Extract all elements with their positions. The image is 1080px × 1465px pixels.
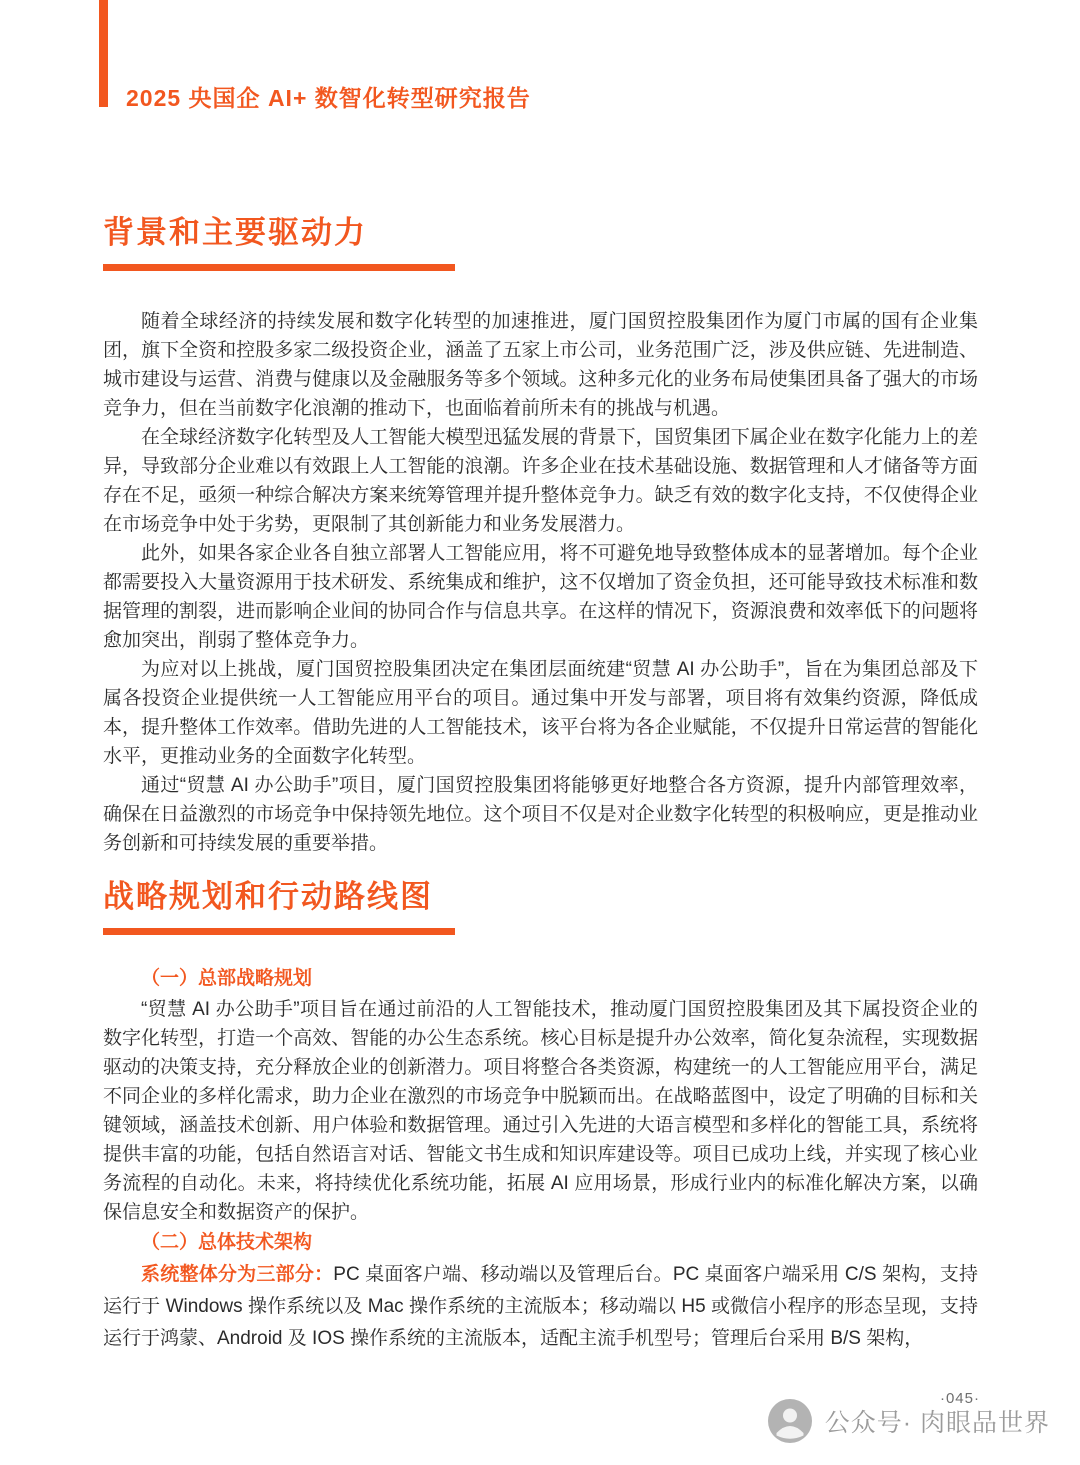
background-paragraph-5: 通过“贸慧 AI 办公助手”项目，厦门国贸控股集团将能够更好地整合各方资源，提升内部管理效率，确保在日益激烈的市场竞争中保持领先地位。这个项目不仅是对企业数字化转型的积极响应，更是推动业务创新和可持续发展的重要举措。 bbox=[103, 775, 978, 854]
subsection-heading-architecture: （二）总体技术架构 bbox=[141, 1232, 313, 1253]
background-paragraph-2: 在全球经济数字化转型及人工智能大模型迅猛发展的背景下，国贸集团下属企业在数字化能力上的差异，导致部分企业难以有效跟上人工智能的浪潮。许多企业在技术基础设施、数据管理和人才储备等方面存在不足，亟须一种综合解决方案来统筹管理并提升整体竞争力。缺乏有效的数字化支持，不仅使得企业在市场竞争中处于劣势，更限制了其创新能力和业务发展潜力。 bbox=[103, 427, 978, 535]
page-content bbox=[103, 0, 978, 1355]
watermark bbox=[767, 1398, 1050, 1444]
section-title-strategy: 战略规划和行动路线图 bbox=[103, 879, 433, 914]
section-title-underline bbox=[103, 264, 455, 271]
subsection-heading-hq-strategy: （一）总部战略规划 bbox=[141, 968, 313, 989]
official-account-icon bbox=[767, 1398, 813, 1444]
section-title-underline bbox=[103, 928, 455, 935]
background-paragraph-3: 此外，如果各家企业各自独立部署人工智能应用，将不可避免地导致整体成本的显著增加。每个企业都需要投入大量资源用于技术研发、系统集成和维护，这不仅增加了资金负担，还可能导致技术标准和数据管理的割裂，进而影响企业间的协同合作与信息共享。在这样的情况下，资源浪费和效率低下的问题将愈加突出，削弱了整体竞争力。 bbox=[103, 543, 978, 651]
architecture-paragraph bbox=[103, 1259, 978, 1355]
architecture-body-text: PC 桌面客户端、移动端以及管理后台。PC 桌面客户端采用 C/S 架构，支持运行于 Windows 操作系统以及 Mac 操作系统的主流版本；移动端以 H5 或微信小程序的形态呈现，支持运行于鸿蒙、Android 及 IOS 操作系统的主流版本，适配主流手机型号；管理后台采用 B/S 架构， bbox=[103, 1264, 978, 1349]
background-paragraph-1: 随着全球经济的持续发展和数字化转型的加速推进，厦门国贸控股集团作为厦门市属的国有企业集团，旗下全资和控股多家二级投资企业，涵盖了五家上市公司，业务范围广泛，涉及供应链、先进制造、城市建设与运营、消费与健康以及金融服务等多个领域。这种多元化的业务布局使集团具备了强大的市场竞争力，但在当前数字化浪潮的推动下，也面临着前所未有的挑战与机遇。 bbox=[103, 311, 978, 419]
watermark-text: 公众号· 肉眼品世界 bbox=[824, 1409, 1050, 1437]
architecture-lead-text: 系统整体分为三部分： bbox=[141, 1264, 334, 1285]
report-header-title: 2025 央国企 AI+ 数智化转型研究报告 bbox=[126, 85, 531, 111]
page-number: ·045· bbox=[939, 1390, 980, 1407]
section-title-background: 背景和主要驱动力 bbox=[103, 215, 367, 250]
background-paragraph-4: 为应对以上挑战，厦门国贸控股集团决定在集团层面统建“贸慧 AI 办公助手”，旨在为集团总部及下属各投资企业提供统一人工智能应用平台的项目。通过集中开发与部署，项目将有效集约资源，降低成本，提升整体工作效率。借助先进的人工智能技术，该平台将为各企业赋能，不仅提升日常运营的智能化水平，更推动业务的全面数字化转型。 bbox=[103, 659, 978, 767]
strategy-paragraph: “贸慧 AI 办公助手”项目旨在通过前沿的人工智能技术，推动厦门国贸控股集团及其下属投资企业的数字化转型，打造一个高效、智能的办公生态系统。核心目标是提升办公效率，简化复杂流程，实现数据驱动的决策支持，充分释放企业的创新潜力。项目将整合各类资源，构建统一的人工智能应用平台，满足不同企业的多样化需求，助力企业在激烈的市场竞争中脱颖而出。在战略蓝图中，设定了明确的目标和关键领域，涵盖技术创新、用户体验和数据管理。通过引入先进的大语言模型和多样化的智能工具，系统将提供丰富的功能，包括自然语言对话、智能文书生成和知识库建设等。项目已成功上线，并实现了核心业务流程的自动化。未来，将持续优化系统功能，拓展 AI 应用场景，形成行业内的标准化解决方案，以确保信息安全和数据资产的保护。 bbox=[103, 999, 978, 1223]
